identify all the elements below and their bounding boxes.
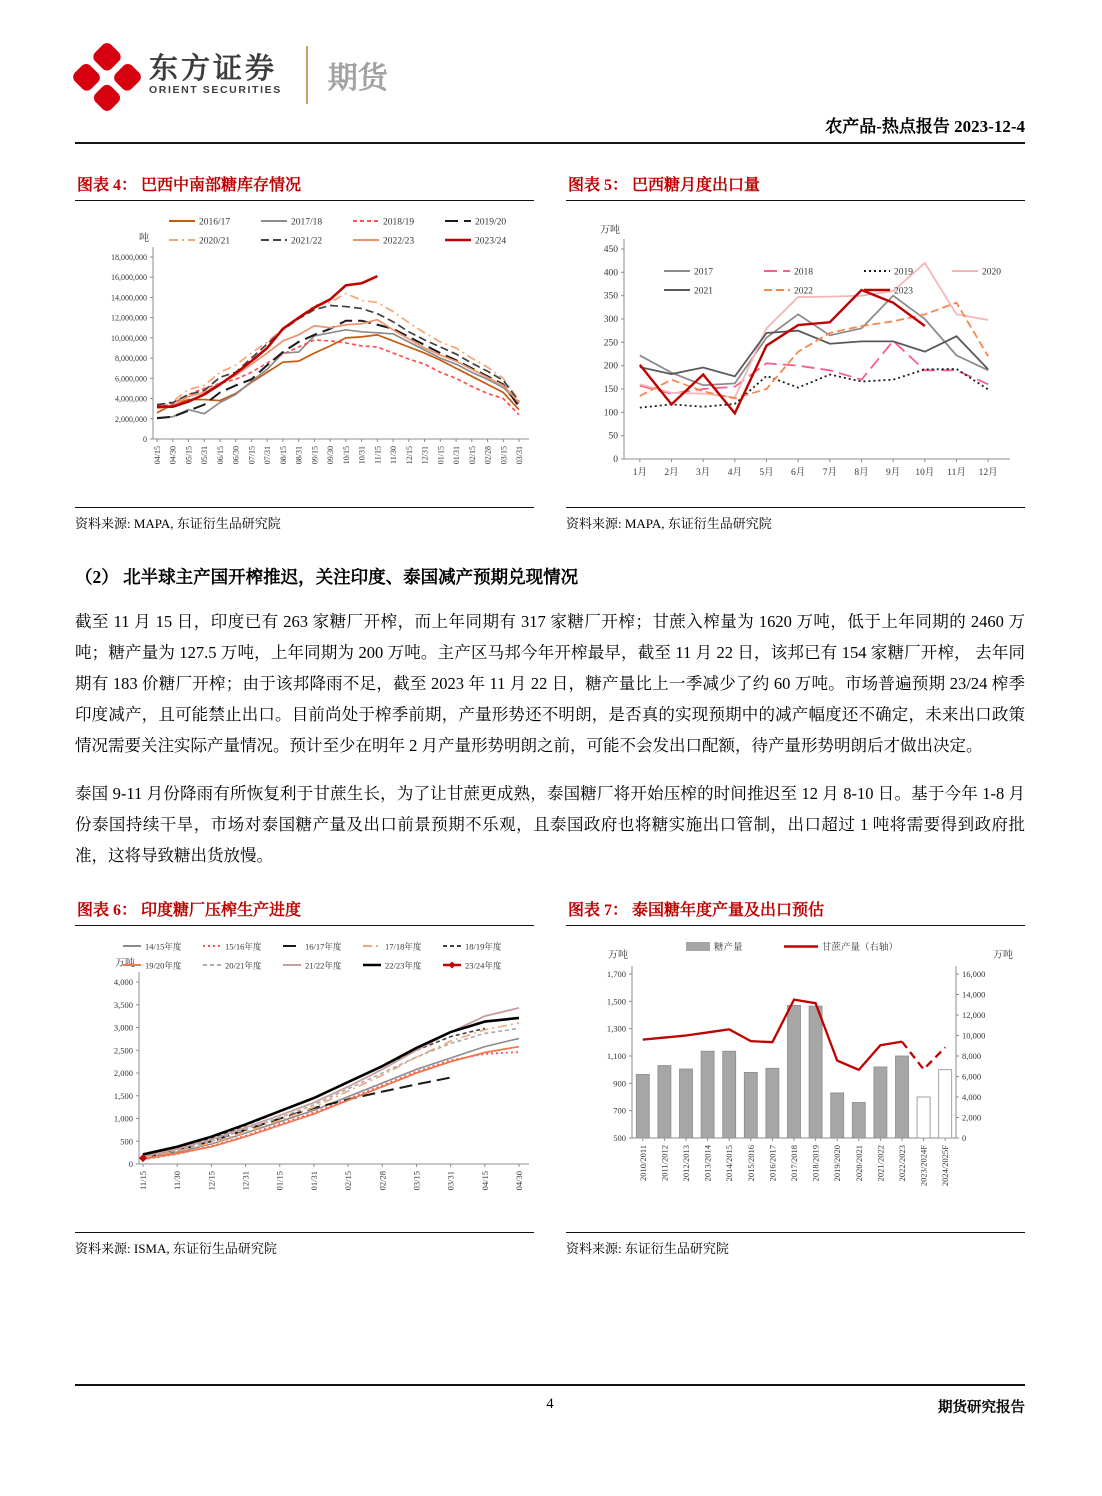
svg-text:8,000,000: 8,000,000 [115, 354, 147, 364]
svg-text:2017: 2017 [694, 267, 713, 278]
svg-text:2014/2015: 2014/2015 [724, 1145, 735, 1182]
svg-text:23/24年度: 23/24年度 [465, 960, 502, 971]
svg-text:万吨: 万吨 [115, 958, 135, 969]
svg-text:01/15: 01/15 [436, 446, 446, 465]
svg-text:2021/22: 2021/22 [291, 236, 323, 247]
chart4-source: 资料来源: MAPA, 东证衍生品研究院 [75, 516, 281, 531]
header-rule [75, 142, 1025, 144]
svg-text:1,300: 1,300 [606, 1023, 626, 1034]
svg-text:450: 450 [603, 245, 618, 255]
orient-securities-logo [75, 38, 1025, 112]
svg-text:2021/2022: 2021/2022 [875, 1145, 886, 1182]
chart6-block [75, 895, 534, 1257]
svg-text:糖产量: 糖产量 [714, 943, 743, 953]
charts-row-1 [75, 170, 1025, 532]
svg-text:700: 700 [613, 1105, 626, 1116]
chart5-source: 资料来源: MAPA, 东证衍生品研究院 [566, 516, 772, 531]
chart5-title: 图表 5： 巴西糖月度出口量 [568, 177, 761, 194]
svg-text:500: 500 [613, 1133, 626, 1143]
svg-text:2016/2017: 2016/2017 [767, 1145, 778, 1182]
svg-text:12月: 12月 [978, 468, 998, 478]
svg-text:8,000: 8,000 [962, 1051, 982, 1061]
section-heading: （2） 北半球主产国开榨推迟，关注印度、泰国减产预期兑现情况 [75, 567, 579, 587]
chart6-title-rule [75, 925, 534, 926]
svg-text:03/31: 03/31 [515, 446, 524, 465]
svg-text:2016/17: 2016/17 [199, 217, 231, 228]
svg-text:0: 0 [143, 435, 147, 444]
svg-text:1,500: 1,500 [113, 1090, 133, 1101]
svg-text:400: 400 [603, 268, 618, 279]
svg-text:2018: 2018 [794, 267, 813, 278]
svg-text:21/22年度: 21/22年度 [305, 960, 342, 971]
svg-text:22/23年度: 22/23年度 [385, 960, 422, 971]
svg-text:04/30: 04/30 [514, 1171, 524, 1191]
svg-text:1,500: 1,500 [606, 996, 626, 1007]
svg-text:06/30: 06/30 [231, 446, 241, 465]
footer-row [75, 1396, 1025, 1430]
svg-text:3,000: 3,000 [113, 1022, 133, 1033]
svg-text:2月: 2月 [664, 468, 679, 478]
svg-text:03/15: 03/15 [411, 1171, 422, 1191]
svg-text:02/28: 02/28 [483, 446, 493, 465]
svg-text:05/31: 05/31 [200, 446, 210, 465]
svg-text:3,500: 3,500 [113, 999, 133, 1010]
svg-text:06/15: 06/15 [215, 446, 225, 465]
svg-text:16/17年度: 16/17年度 [305, 941, 342, 952]
svg-text:12,000: 12,000 [962, 1010, 986, 1020]
svg-text:2018/19: 2018/19 [383, 217, 415, 228]
svg-text:4月: 4月 [727, 468, 742, 478]
svg-text:0: 0 [613, 455, 618, 465]
chart7-source: 资料来源: 东证衍生品研究院 [566, 1241, 729, 1256]
svg-text:6,000,000: 6,000,000 [115, 374, 147, 384]
svg-text:900: 900 [613, 1078, 626, 1089]
chart7-title: 图表 7： 泰国糖年度产量及出口预估 [568, 902, 825, 919]
svg-text:吨: 吨 [139, 233, 149, 244]
svg-text:9月: 9月 [886, 468, 901, 478]
chart5-block [566, 170, 1025, 532]
svg-text:万吨: 万吨 [600, 225, 620, 236]
svg-text:05/15: 05/15 [184, 446, 194, 465]
svg-text:12,000,000: 12,000,000 [111, 313, 147, 323]
report-type-label: 期货研究报告 [938, 1400, 1025, 1416]
svg-text:2,000,000: 2,000,000 [115, 414, 147, 424]
svg-text:4,000: 4,000 [113, 977, 133, 987]
svg-text:2,000: 2,000 [113, 1068, 133, 1078]
svg-text:04/15: 04/15 [479, 1171, 490, 1191]
svg-text:150: 150 [603, 385, 618, 395]
svg-text:6月: 6月 [791, 468, 806, 478]
svg-text:2,500: 2,500 [113, 1045, 133, 1056]
svg-text:2017/18: 2017/18 [291, 217, 323, 228]
svg-text:7月: 7月 [822, 468, 837, 478]
svg-text:2021: 2021 [694, 286, 713, 297]
svg-text:12/15: 12/15 [206, 1171, 217, 1191]
orient-securities-logo-icon [71, 41, 144, 114]
svg-text:12/31: 12/31 [240, 1171, 251, 1191]
svg-text:03/15: 03/15 [499, 446, 509, 465]
chart4-title: 图表 4： 巴西中南部糖库存情况 [77, 177, 302, 194]
svg-text:08/15: 08/15 [278, 446, 288, 465]
svg-text:2012/2013: 2012/2013 [681, 1145, 691, 1182]
svg-text:10,000: 10,000 [962, 1030, 986, 1041]
svg-text:07/15: 07/15 [247, 446, 257, 465]
svg-text:4,000: 4,000 [962, 1092, 982, 1102]
svg-text:4,000,000: 4,000,000 [115, 394, 147, 404]
chart5-canvas [566, 207, 1025, 507]
svg-text:8月: 8月 [854, 468, 869, 478]
brand-name-cn: 东方证券 [149, 52, 278, 85]
svg-text:3月: 3月 [696, 468, 711, 478]
svg-text:03/31: 03/31 [445, 1171, 456, 1191]
svg-text:2023: 2023 [894, 286, 913, 297]
svg-text:2019/2020: 2019/2020 [832, 1145, 843, 1182]
svg-text:50: 50 [608, 431, 618, 442]
svg-text:11/15: 11/15 [138, 1171, 148, 1191]
svg-text:01/31: 01/31 [452, 446, 462, 465]
chart4-canvas [75, 207, 534, 507]
logo-divider [306, 46, 308, 104]
svg-text:02/15: 02/15 [467, 446, 477, 465]
svg-text:04/30: 04/30 [168, 446, 178, 465]
svg-text:2023/24: 2023/24 [475, 236, 507, 247]
svg-text:2015/2016: 2015/2016 [745, 1145, 756, 1182]
svg-text:16,000,000: 16,000,000 [111, 273, 147, 283]
svg-text:11/30: 11/30 [389, 446, 399, 464]
svg-text:6,000: 6,000 [962, 1071, 982, 1082]
svg-text:2022/2023: 2022/2023 [897, 1145, 907, 1182]
svg-text:2,000: 2,000 [962, 1112, 982, 1123]
svg-text:12/15: 12/15 [404, 446, 414, 465]
svg-text:09/15: 09/15 [310, 446, 320, 465]
footer-rule [75, 1384, 1025, 1386]
svg-text:1,000: 1,000 [113, 1113, 133, 1124]
svg-text:02/28: 02/28 [377, 1171, 388, 1191]
svg-text:2020/21: 2020/21 [199, 236, 231, 247]
brand-name-en: ORIENT SECURITIES [149, 84, 282, 97]
chart7-title-rule [566, 925, 1025, 926]
svg-text:01/31: 01/31 [308, 1171, 319, 1191]
svg-text:2011/2012: 2011/2012 [659, 1145, 670, 1182]
svg-text:04/15: 04/15 [153, 446, 162, 465]
chart6-source: 资料来源: ISMA, 东证衍生品研究院 [75, 1241, 277, 1256]
svg-text:100: 100 [603, 408, 618, 419]
svg-text:17/18年度: 17/18年度 [385, 941, 422, 952]
svg-text:11/15: 11/15 [373, 446, 383, 464]
svg-text:14,000,000: 14,000,000 [111, 293, 147, 303]
svg-text:08/31: 08/31 [294, 446, 304, 465]
svg-text:07/31: 07/31 [263, 446, 273, 465]
svg-text:2022/23: 2022/23 [383, 236, 415, 247]
chart5-title-rule [566, 200, 1025, 201]
svg-text:01/15: 01/15 [274, 1171, 285, 1191]
body-paragraph-1: 截至 11 月 15 日，印度已有 263 家糖厂开榨，而上年同期有 317 家糖厂开榨；甘蔗入榨量为 1620 万吨，低于上年同期的 2460 万吨；糖产量为 127.5 万吨，上年同期为 200 万吨。主产区马邦今年开榨最早，截至 11 月 22 日，该邦已有 154 家糖厂开榨， 去年同期有 183 价糖厂开榨；由于该邦降雨不足，截至 2023 年 11 月 22 日，糖产量比上一季减少了约 60 万吨。市场普遍预期 23/24 榨季印度减产，且可能禁止出口。目前尚处于榨季前期，产量形势还不明朗，是否真的实现预期中的减产幅度还不确定，未来出口政策情况需要关注实际产量情况。预计至少在明年 2 月产量形势明朗之前，可能不会发出口配额，待产量形势明朗后才做出决定。 [75, 612, 1025, 755]
svg-text:15/16年度: 15/16年度 [225, 941, 262, 952]
svg-text:14/15年度: 14/15年度 [145, 941, 182, 952]
svg-text:300: 300 [603, 315, 618, 325]
svg-text:11/30: 11/30 [172, 1171, 183, 1191]
svg-text:18/19年度: 18/19年度 [465, 941, 502, 952]
svg-text:500: 500 [120, 1136, 133, 1147]
chart7-canvas [566, 932, 1025, 1232]
svg-text:2019: 2019 [894, 267, 913, 278]
svg-text:02/15: 02/15 [343, 1171, 354, 1191]
svg-text:350: 350 [603, 291, 618, 302]
report-category-date: 农产品-热点报告 2023-12-4 [825, 117, 1025, 136]
svg-text:2010/2011: 2010/2011 [637, 1145, 648, 1182]
svg-text:2023/2024F: 2023/2024F [918, 1145, 929, 1187]
svg-text:2024/2025F: 2024/2025F [940, 1145, 951, 1187]
svg-text:11月: 11月 [947, 468, 966, 478]
svg-text:1月: 1月 [632, 468, 647, 478]
svg-text:2022: 2022 [794, 286, 813, 297]
chart6-title: 图表 6： 印度糖厂压榨生产进度 [77, 902, 302, 919]
svg-text:2018/2019: 2018/2019 [810, 1145, 821, 1182]
svg-text:10,000,000: 10,000,000 [111, 333, 147, 343]
chart4-title-rule [75, 200, 534, 201]
svg-text:09/30: 09/30 [326, 446, 336, 465]
svg-text:10月: 10月 [915, 468, 935, 478]
body-paragraph-2: 泰国 9-11 月份降雨有所恢复利于甘蔗生长，为了让甘蔗更成熟，泰国糖厂将开始压榨的时间推迟至 12 月 8-10 日。基于今年 1-8 月份泰国持续干旱，市场对泰国糖产量及出口前景预期不乐观，且泰国政府也将糖实施出口管制，出口超过 1 吨将需要得到政府批准，这将导致糖出货放慢。 [75, 784, 1025, 865]
page-header [75, 38, 1025, 144]
svg-text:1,700: 1,700 [606, 969, 626, 979]
logo-text [149, 54, 282, 96]
page-number: 4 [546, 1396, 554, 1412]
svg-text:万吨: 万吨 [608, 950, 628, 961]
svg-text:0: 0 [962, 1133, 967, 1143]
svg-text:2017/2018: 2017/2018 [789, 1145, 799, 1182]
svg-text:万吨: 万吨 [993, 950, 1013, 961]
chart7-block [566, 895, 1025, 1257]
svg-text:200: 200 [603, 361, 618, 372]
svg-text:16,000: 16,000 [962, 969, 986, 979]
svg-text:12/31: 12/31 [420, 446, 430, 465]
svg-text:250: 250 [603, 338, 618, 349]
svg-text:1,100: 1,100 [606, 1051, 626, 1061]
svg-text:10/31: 10/31 [357, 446, 367, 465]
svg-text:14,000: 14,000 [962, 989, 986, 1000]
charts-row-2 [75, 895, 1025, 1257]
svg-text:2013/2014: 2013/2014 [702, 1145, 713, 1182]
svg-text:2020/2021: 2020/2021 [853, 1145, 864, 1182]
svg-text:2019/20: 2019/20 [475, 217, 507, 228]
division-label: 期货 [327, 62, 388, 95]
svg-text:0: 0 [128, 1159, 133, 1169]
svg-text:甘蔗产量（右轴）: 甘蔗产量（右轴） [822, 943, 899, 953]
svg-text:5月: 5月 [759, 468, 774, 478]
svg-text:10/15: 10/15 [341, 446, 351, 465]
svg-text:2020: 2020 [982, 267, 1001, 278]
page-footer [75, 1384, 1025, 1430]
svg-text:18,000,000: 18,000,000 [111, 253, 147, 262]
svg-text:20/21年度: 20/21年度 [225, 960, 262, 971]
chart6-canvas [75, 932, 534, 1232]
svg-text:19/20年度: 19/20年度 [145, 960, 182, 971]
chart4-block [75, 170, 534, 532]
